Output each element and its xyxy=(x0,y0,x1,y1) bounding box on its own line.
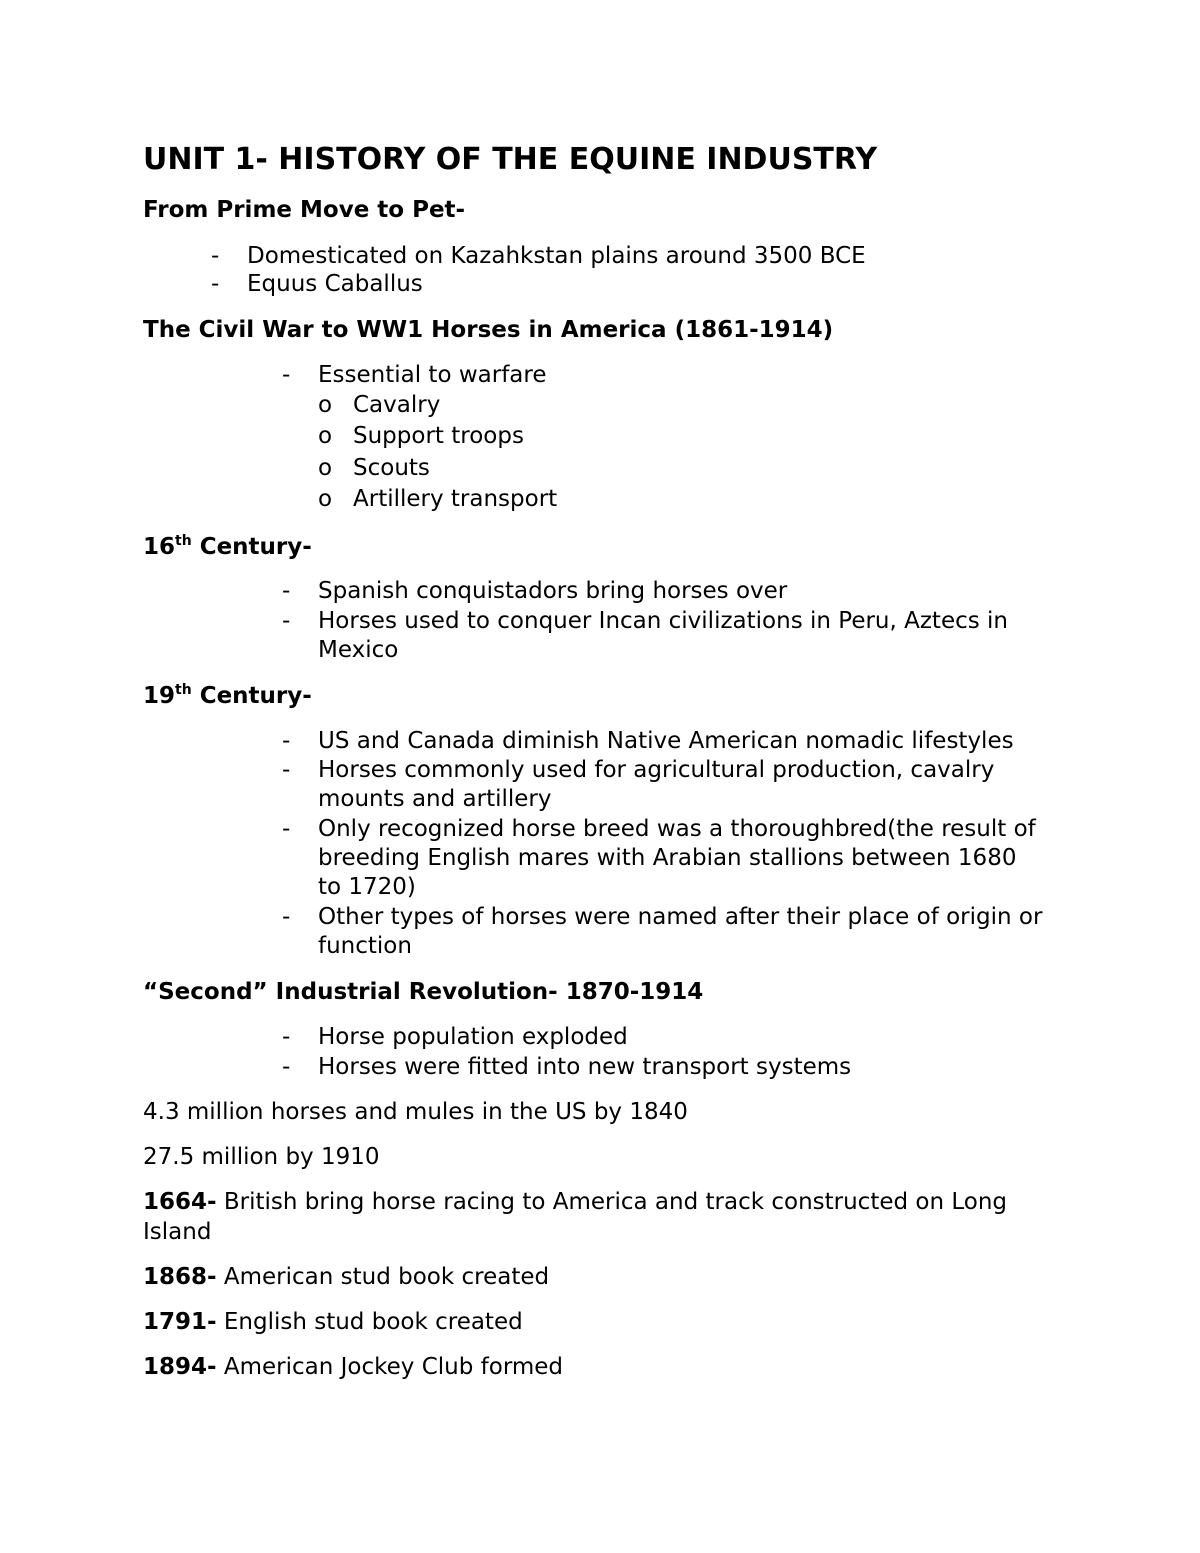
fact-line: 27.5 million by 1910 xyxy=(143,1144,380,1170)
list-item: - Spanish conquistadors bring horses over xyxy=(282,578,788,604)
list-item: - Essential to warfare xyxy=(282,362,547,388)
date-entry: 1894- American Jockey Club formed xyxy=(143,1354,564,1380)
sub-list-item: o Scouts xyxy=(318,455,430,481)
dash-bullet: - xyxy=(282,578,291,604)
section-heading-16th-century: 16th Century- xyxy=(143,533,312,560)
circle-bullet: o xyxy=(318,486,333,512)
sub-list-item: o Artillery transport xyxy=(318,486,558,512)
list-item: - Horses commonly used for agricultural production, cavalry xyxy=(282,757,995,783)
fact-line: 4.3 million horses and mules in the US by 1840 xyxy=(143,1099,688,1125)
list-item-continuation: function xyxy=(318,933,412,959)
date-entry: 1664- British bring horse racing to America and track constructed on Long xyxy=(143,1189,1008,1215)
list-item-continuation: breeding English mares with Arabian stallions between 1680 xyxy=(318,845,1017,871)
circle-bullet: o xyxy=(318,455,333,481)
dash-bullet: - xyxy=(282,608,291,634)
list-item: - Other types of horses were named after their place of origin or xyxy=(282,904,1043,930)
section-heading-19th-century: 19th Century- xyxy=(143,682,312,709)
list-item: - Horses used to conquer Incan civilizations in Peru, Aztecs in xyxy=(282,608,1008,634)
page-title: UNIT 1- HISTORY OF THE EQUINE INDUSTRY xyxy=(143,142,878,177)
dash-bullet: - xyxy=(282,1024,291,1050)
dash-bullet: - xyxy=(282,728,291,754)
circle-bullet: o xyxy=(318,423,333,449)
dash-bullet: - xyxy=(211,271,220,297)
dash-bullet: - xyxy=(282,1054,291,1080)
list-item: - US and Canada diminish Native American nomadic lifestyles xyxy=(282,728,1014,754)
dash-bullet: - xyxy=(282,362,291,388)
list-item: - Equus Caballus xyxy=(211,271,423,297)
list-item: - Only recognized horse breed was a thoroughbred(the result of xyxy=(282,816,1036,842)
list-item-continuation: Mexico xyxy=(318,637,399,663)
list-item: - Domesticated on Kazahkstan plains around 3500 BCE xyxy=(211,243,866,269)
date-entry: 1868- American stud book created xyxy=(143,1264,550,1290)
list-item-continuation: to 1720) xyxy=(318,874,416,900)
date-entry: 1791- English stud book created xyxy=(143,1309,523,1335)
section-heading-civil-war: The Civil War to WW1 Horses in America (1861-1914) xyxy=(143,317,834,343)
list-item: - Horses were fitted into new transport systems xyxy=(282,1054,852,1080)
date-entry-continuation: Island xyxy=(143,1219,212,1245)
dash-bullet: - xyxy=(282,757,291,783)
section-heading-industrial-revolution: “Second” Industrial Revolution- 1870-1914 xyxy=(143,979,704,1005)
dash-bullet: - xyxy=(211,243,220,269)
dash-bullet: - xyxy=(282,816,291,842)
dash-bullet: - xyxy=(282,904,291,930)
section-heading-prime-mover: From Prime Move to Pet- xyxy=(143,197,466,223)
circle-bullet: o xyxy=(318,392,333,418)
sub-list-item: o Support troops xyxy=(318,423,524,449)
list-item-continuation: mounts and artillery xyxy=(318,786,552,812)
sub-list-item: o Cavalry xyxy=(318,392,441,418)
list-item: - Horse population exploded xyxy=(282,1024,628,1050)
